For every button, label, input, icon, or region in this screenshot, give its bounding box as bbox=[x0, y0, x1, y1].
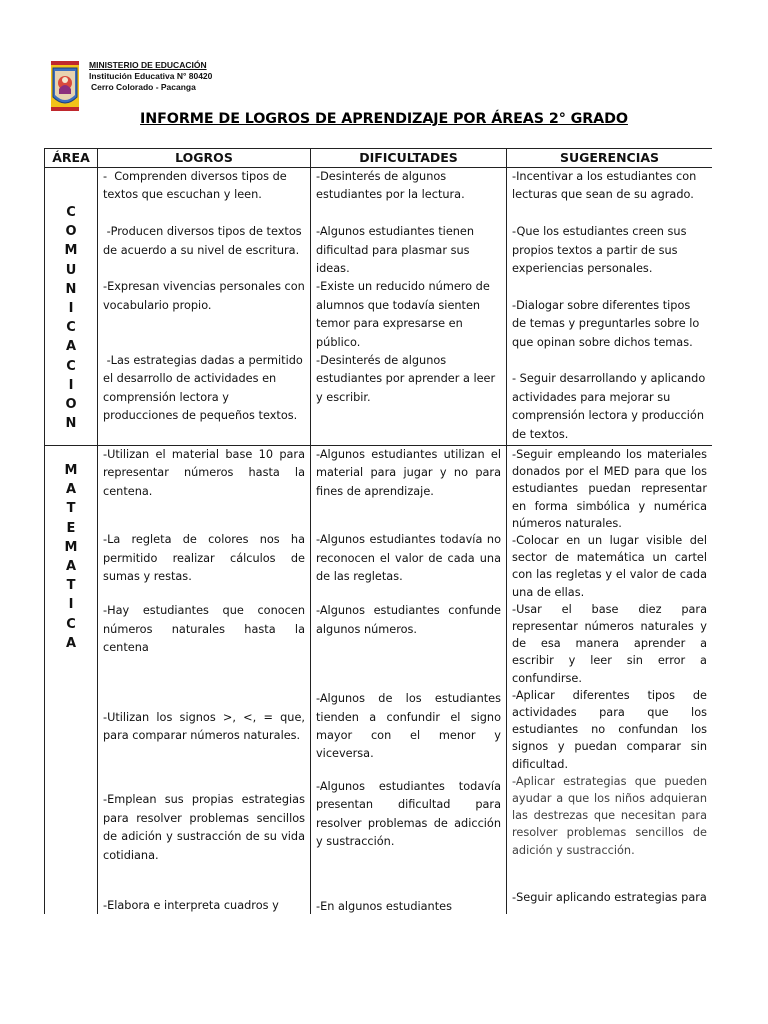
dificultad-item: -Algunos de los estudiantes tienden a confundir el signo mayor con el menor y viceversa. bbox=[316, 692, 501, 761]
logro-item: -Emplean sus propias estrategias para resolver problemas sencillos de adición y sustracción de su vida cotidiana. bbox=[103, 793, 305, 862]
sugerencias-matematica bbox=[507, 446, 713, 915]
dificultad-item: -Existe un reducido número de alumnos que todavía sienten temor para expresarse en público. bbox=[316, 280, 490, 349]
sugerencia-item: -Que los estudiantes creen sus propios textos a partir de sus experiencias personales. bbox=[512, 225, 687, 276]
header-dificultades: DIFICULTADES bbox=[311, 149, 507, 168]
location-text: Cerro Colorado - Pacanga bbox=[91, 82, 196, 92]
header-area: ÁREA bbox=[45, 149, 98, 168]
area-letter: A bbox=[65, 635, 77, 651]
area-letter: N bbox=[65, 416, 77, 432]
dificultad-item: -Algunos estudiantes todavía presentan dificultad para resolver problemas de adicción y sustracción. bbox=[316, 779, 501, 849]
dificultad-item: -Algunos estudiantes utilizan el material para jugar y no para fines de aprendizaje. bbox=[316, 448, 501, 498]
area-letter: O bbox=[65, 224, 77, 240]
area-letter: M bbox=[64, 243, 78, 259]
document-title: INFORME DE LOGROS DE APRENDIZAJE POR ÁREAS 2° GRADO bbox=[140, 111, 628, 127]
sugerencia-item: -Aplicar estrategias que pueden ayudar a que los niños adquieran las destrezas que necesitan para resolver problemas sencillos de adición y sustracción. bbox=[512, 774, 707, 857]
area-letter: M bbox=[64, 539, 78, 555]
dificultad-item: -Algunos estudiantes confunde algunos números. bbox=[316, 604, 501, 636]
area-letter: C bbox=[66, 205, 76, 220]
dificultades-matematica bbox=[311, 446, 507, 915]
logro-item: - Comprenden diversos tipos de textos que escuchan y leen. bbox=[103, 170, 291, 202]
logro-item: -Hay estudiantes que conocen números naturales hasta la centena bbox=[103, 604, 305, 655]
dificultades-comunicacion bbox=[311, 168, 507, 446]
area-letter: C bbox=[66, 320, 76, 336]
sugerencia-item: -Usar el base diez para representar números naturales y de esa manera aprender a escribir y leer sin error a confundirse. bbox=[512, 602, 707, 685]
logro-item: -La regleta de colores nos ha permitido realizar cálculos de sumas y restas. bbox=[103, 533, 305, 584]
header-logros: LOGROS bbox=[98, 149, 311, 168]
logros-matematica bbox=[98, 446, 311, 915]
area-letter: O bbox=[65, 397, 77, 413]
logro-item: -Las estrategias dadas a permitido el desarrollo de actividades en comprensión lectora y producciones de pequeños textos. bbox=[103, 354, 307, 423]
area-letter: U bbox=[65, 262, 77, 278]
logro-item: -Utilizan los signos >, <, = que, para comparar números naturales. bbox=[103, 710, 305, 743]
institution-block bbox=[89, 60, 212, 93]
area-letter: T bbox=[66, 578, 76, 594]
area-letter: M bbox=[64, 463, 78, 478]
report-table-wrapper bbox=[44, 148, 712, 914]
header-sugerencias: SUGERENCIAS bbox=[507, 149, 713, 168]
area-letter: C bbox=[66, 358, 76, 374]
sugerencia-item: -Aplicar diferentes tipos de actividades para que los estudiantes no confundan los signos y puedan comparar sin dificultad. bbox=[512, 688, 707, 771]
institution-text: Institución Educativa N° 80420 bbox=[89, 71, 213, 81]
logro-item: -Elabora e interpreta cuadros y bbox=[103, 899, 279, 913]
logro-item: -Producen diversos tipos de textos de acuerdo a su nivel de escritura. bbox=[103, 225, 306, 257]
report-table bbox=[44, 148, 712, 914]
ministry-text: MINISTERIO DE EDUCACIÓN bbox=[89, 60, 207, 70]
area-comunicacion bbox=[45, 168, 98, 446]
area-letter: C bbox=[66, 616, 76, 632]
sugerencia-item: -Dialogar sobre diferentes tipos de temas y preguntarles sobre lo que opinan sobre dichos temas. bbox=[512, 298, 700, 349]
sugerencia-item: -Incentivar a los estudiantes con lecturas que sean de su agrado. bbox=[512, 170, 697, 202]
sugerencia-item: -Seguir empleando los materiales donados por el MED para que los estudiantes puedan representar en forma simbólica y numérica números naturales. bbox=[512, 448, 707, 530]
area-letter: N bbox=[65, 281, 77, 297]
logros-comunicacion bbox=[98, 168, 311, 446]
logro-item: -Utilizan el material base 10 para representar números hasta la centena. bbox=[103, 448, 305, 498]
area-letter: A bbox=[65, 559, 77, 575]
sugerencias-comunicacion bbox=[507, 168, 713, 446]
sugerencia-item: - Seguir desarrollando y aplicando actividades para mejorar su comprensión lectora y producción de textos. bbox=[512, 372, 706, 441]
table-row-matematica bbox=[45, 446, 713, 915]
school-logo-icon bbox=[51, 61, 79, 111]
logro-item: -Expresan vivencias personales con vocabulario propio. bbox=[103, 280, 305, 312]
table-row-comunicacion bbox=[45, 168, 713, 446]
dificultad-item: -Desinterés de algunos estudiantes por la lectura. bbox=[316, 170, 465, 202]
area-letter: E bbox=[66, 520, 76, 536]
dificultad-item: -Algunos estudiantes tienen dificultad para plasmar sus ideas. bbox=[316, 225, 475, 276]
area-letter: I bbox=[68, 597, 74, 613]
area-letter: A bbox=[65, 482, 77, 498]
dificultad-item: -Algunos estudiantes todavía no reconocen el valor de cada una de las regletas. bbox=[316, 533, 501, 584]
dificultad-item: -En algunos estudiantes bbox=[316, 899, 452, 913]
sugerencia-item: -Seguir aplicando estrategias para bbox=[512, 890, 707, 904]
area-matematica bbox=[45, 446, 98, 915]
area-letter: I bbox=[68, 301, 74, 317]
area-letter: T bbox=[66, 501, 76, 517]
dificultad-item: -Desinterés de algunos estudiantes por aprender a leer y escribir. bbox=[316, 354, 496, 404]
sugerencia-item: -Colocar en un lugar visible del sector de matemática un cartel con las regletas y el valor de cada una de ellas. bbox=[512, 534, 707, 599]
area-letter: A bbox=[65, 339, 77, 355]
area-letter: I bbox=[68, 377, 74, 393]
table-header-row bbox=[45, 149, 713, 168]
